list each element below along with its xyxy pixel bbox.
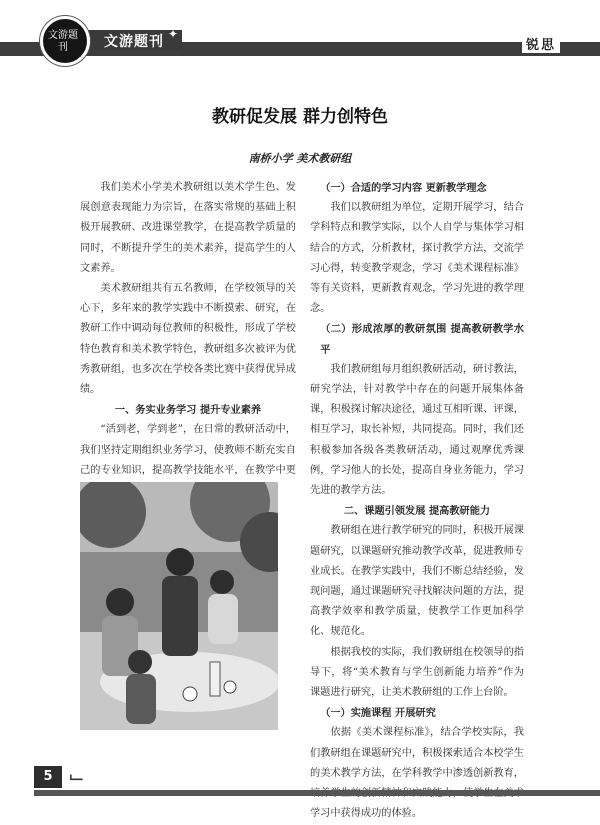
page-number: 5 xyxy=(34,766,62,788)
article-author: 南桥小学 美术教研组 xyxy=(248,152,352,165)
paragraph: 教研组在进行教学研究的同时，积极开展课题研究，以课题研究推动教学改革，促进教师专业成长。在教学实践中，我们不断总结经验，发现问题，通过课题研究寻找解决问题的方法，提高教学效率和教学质量，使教学工作更加科学化、规范化。 xyxy=(310,525,524,638)
section-heading: 一、务实业务学习 提升专业素养 xyxy=(114,404,262,417)
column-left xyxy=(80,178,296,501)
paragraph: 依据《美术课程标准》，结合学校实际，我们教研组在课题研究中，积极探索适合本校学生的美术教学方法，在学科教学中渗透创新教育， 学习中获得成功的体验。 xyxy=(310,727,524,820)
footer-bar xyxy=(34,790,600,796)
paragraph: 我们美术小学美术教研组以美术学生色、发展创意表现能力为宗旨，在落实常规的基础上积极开展教研、改进课堂教学，在提高教学质量的同时，不断提升学生的美术素养，提高学生的人文素养。 xyxy=(80,182,296,274)
subsection-heading: （二）形成浓厚的教研氛围 提高教研教学水平 xyxy=(320,323,524,356)
journal-name: 文游题刊 xyxy=(104,34,164,50)
column-right xyxy=(310,178,524,825)
paragraph: 根据我校的实际，我们教研组在校领导的指导下，将“美术教育与学生创新能力培养”作为课题进行研究，让美术教研组的工作上台阶。 xyxy=(310,646,524,699)
journal-logo-text: 文游题刊 xyxy=(48,30,78,53)
section-name: 锐思 xyxy=(522,34,560,53)
subsection-heading: （一）实施课程 开展研究 xyxy=(320,707,436,720)
star-icon: ✦ xyxy=(168,27,179,41)
classroom-photo xyxy=(80,482,278,730)
section-heading: 二、课题引领发展 提高教研能力 xyxy=(343,505,491,518)
page-header xyxy=(0,0,600,64)
footer-mark-icon: ⌙ xyxy=(68,764,85,788)
paragraph: 我们以教研组为单位，定期开展学习，结合学科特点和教学实际，以个人自学与集体学习相结合的方式，分析教材，探讨教学方法，交流学习心得，转变教学观念，学习《美术课程标准》等有关资料，更新教育观念，学习先进的教学理念。 xyxy=(310,202,524,315)
paragraph: 美术教研组共有五名教师，在学校领导的关心下，多年来的教学实践中不断摸索、研究，在教研工作中调动每位教师的积极性，形成了学校特色教育和美术教学特色，教研组多次被评为优秀教研组，也多次在学校各类比赛中获得优异成绩。 xyxy=(80,283,296,396)
paragraph: 我们教研组每月组织教研活动，研讨教法，研究学法，针对教学中存在的问题开展集体备课，积极探讨解决途径，通过互相听课、评课，相互学习，取长补短，共同提高。同时，我们还积极参加各级各类教研活动，通过观摩优秀课例，学习他人的长处，提高自身业务能力，学习先进的教学方法。 xyxy=(310,363,524,497)
classroom-photo-image xyxy=(80,482,278,730)
paragraph: “活到老，学到老”，在日常的教研活动中，我们坚持定期组织业务学习，使教师不断充实自己的专业知识，提高教学技能水平，在教学中更 xyxy=(80,424,296,476)
subsection-heading: （一）合适的学习内容 更新教学理念 xyxy=(320,182,487,194)
article-title: 教研促发展 群力创特色 xyxy=(212,107,388,127)
